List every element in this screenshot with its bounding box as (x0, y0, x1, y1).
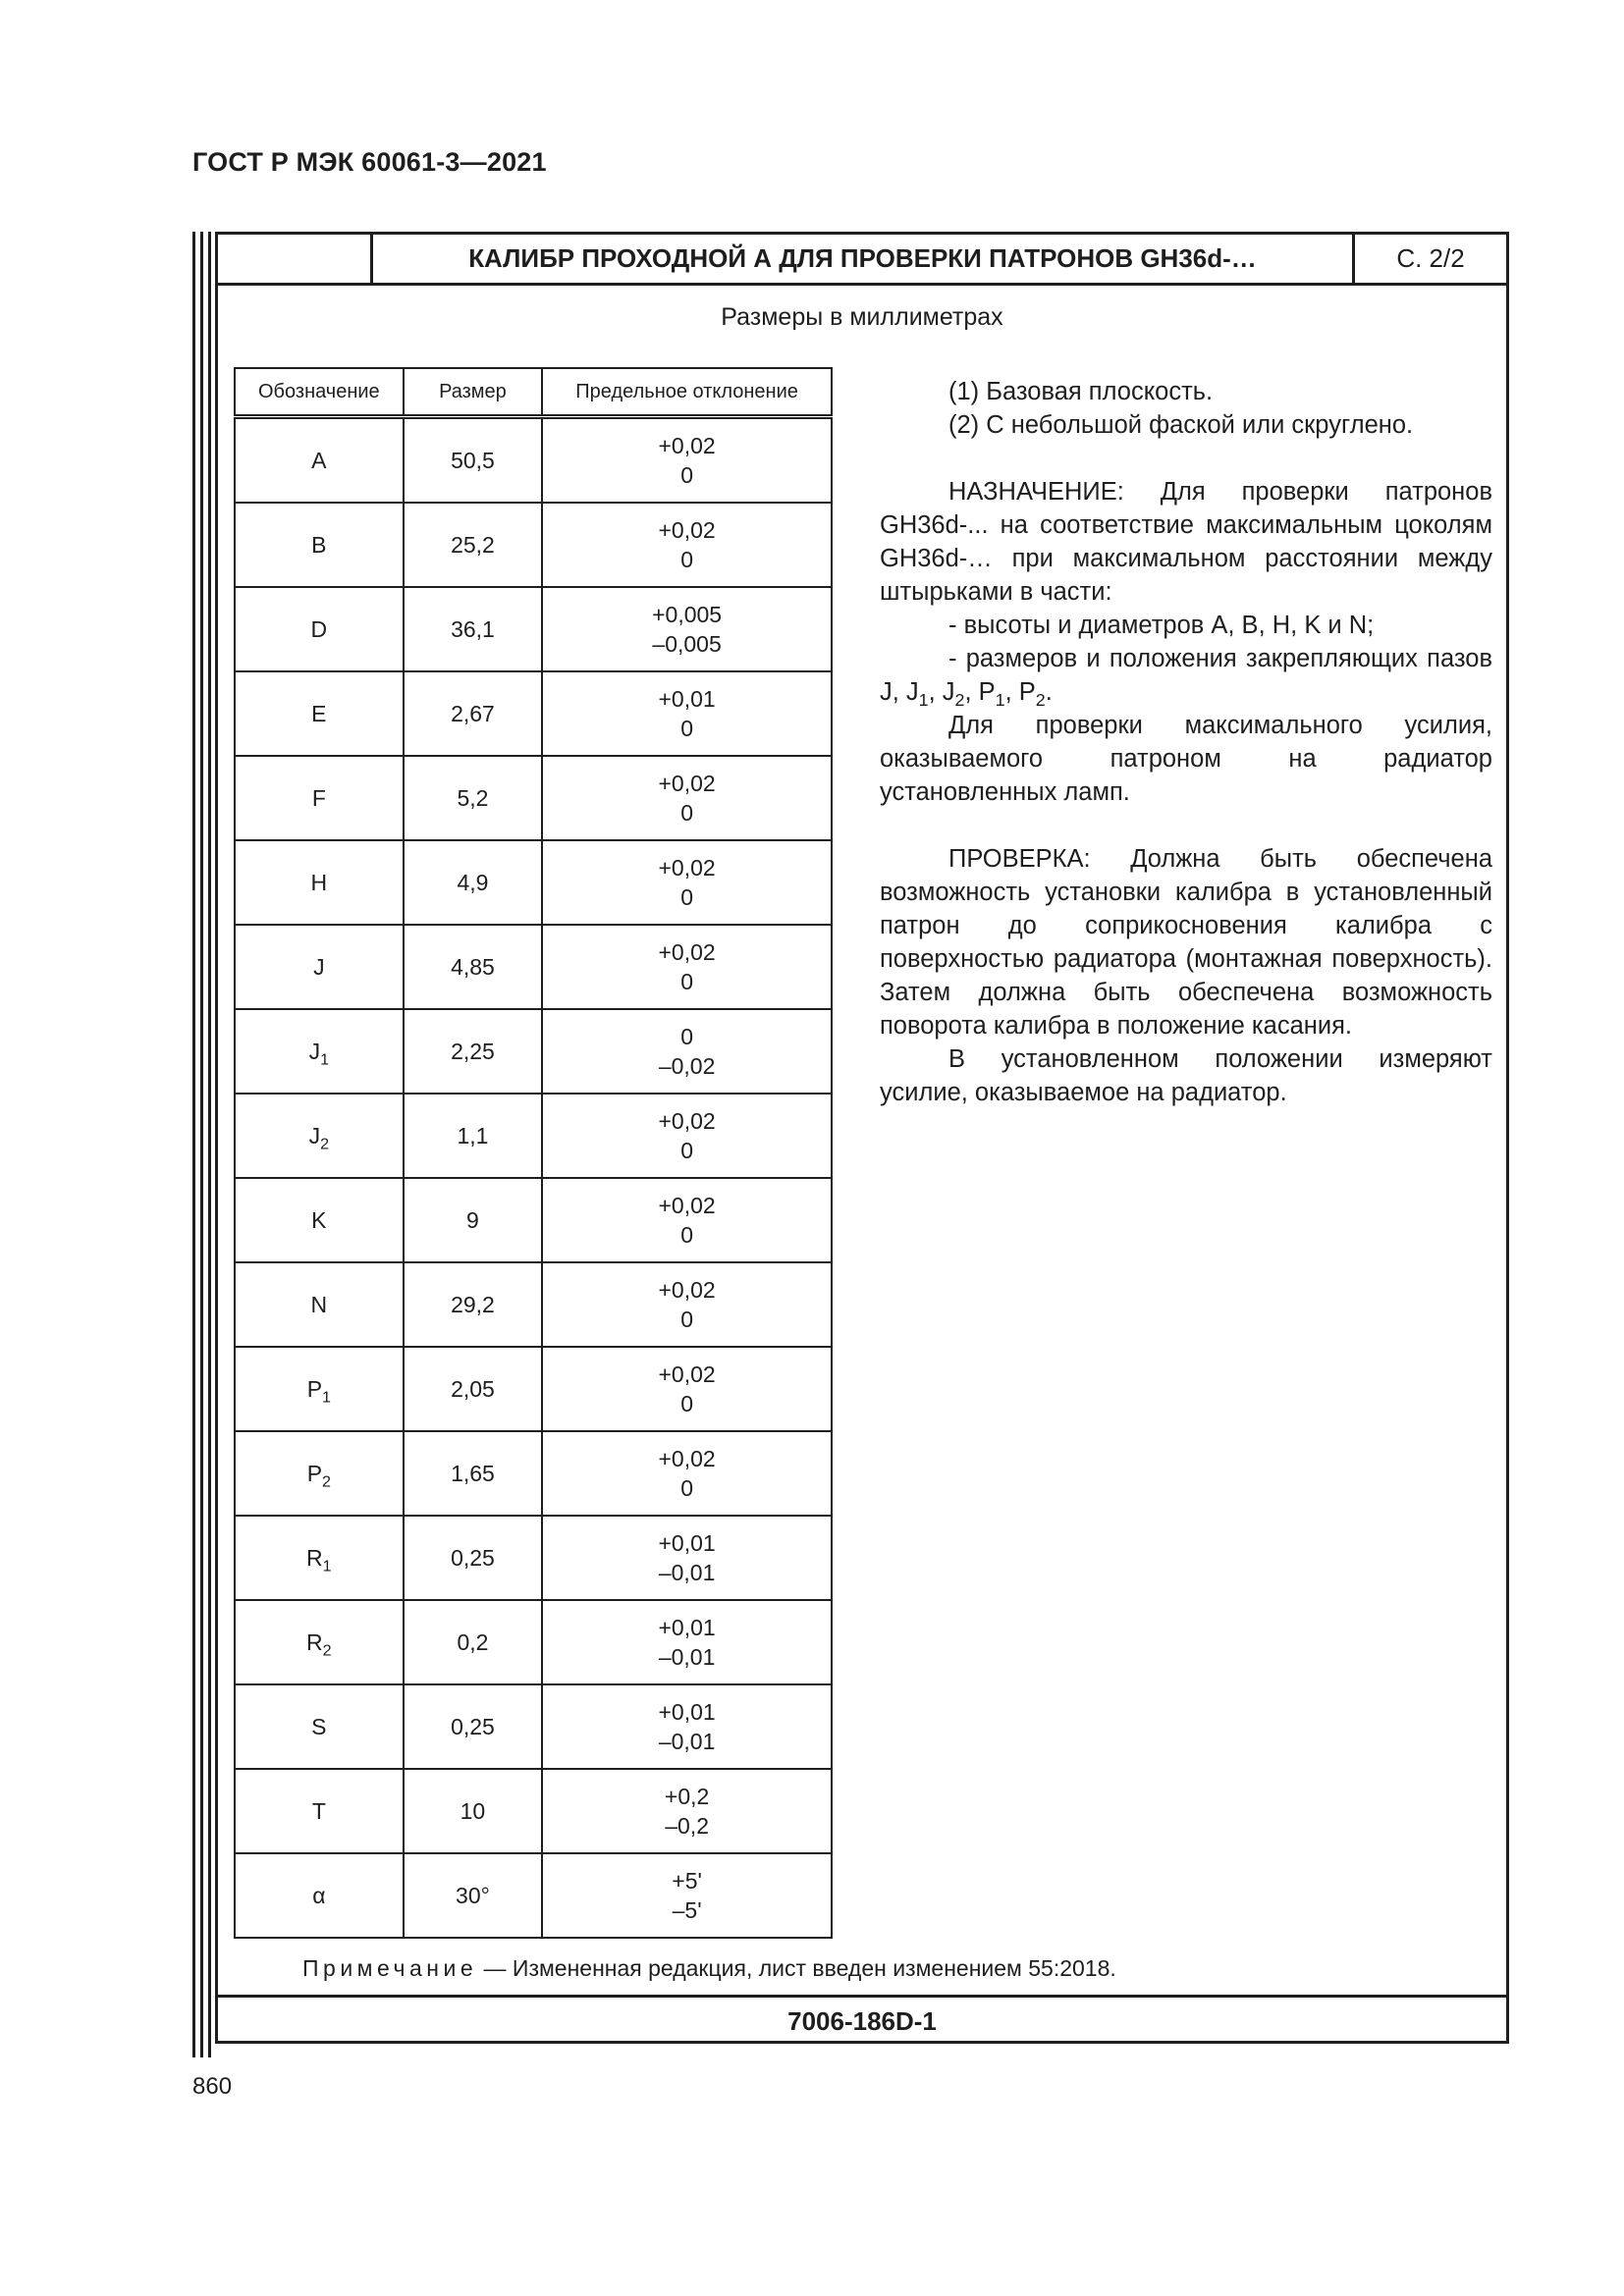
table-row (235, 925, 832, 1009)
upper-deviation: +0,02 (658, 771, 716, 796)
size-cell: 0,25 (404, 1684, 543, 1769)
table-row (235, 840, 832, 925)
upper-deviation: +0,01 (658, 1615, 716, 1640)
size-cell: 29,2 (404, 1262, 543, 1347)
description-text (880, 375, 1492, 1109)
deviation-cell (542, 1431, 832, 1516)
lower-deviation: –0,01 (658, 1560, 716, 1585)
lower-deviation: –0,01 (658, 1729, 716, 1754)
table-row (235, 1347, 832, 1431)
lower-deviation: 0 (680, 547, 693, 572)
size-cell: 2,67 (404, 671, 543, 756)
upper-deviation: +0,02 (658, 1362, 716, 1387)
table-row (235, 1600, 832, 1684)
size-cell: 0,2 (404, 1600, 543, 1684)
deviation-cell (542, 925, 832, 1009)
symbol-cell: H (235, 840, 404, 925)
table-row (235, 1769, 832, 1853)
force-paragraph: Для проверки максимального усилия, оказываемого патроном на радиатор установленных ламп. (880, 712, 1492, 806)
upper-deviation: +0,2 (664, 1784, 710, 1809)
lower-deviation: 0 (680, 884, 693, 910)
deviation-cell (542, 671, 832, 756)
table-row (235, 503, 832, 587)
symbol-cell: $P_2$ (235, 1431, 404, 1516)
size-cell: 36,1 (404, 587, 543, 671)
dimensions-table (234, 367, 833, 1939)
deviation-cell (542, 1009, 832, 1094)
table-row (235, 1684, 832, 1769)
table-row (235, 1009, 832, 1094)
symbol-cell: $J_2$ (235, 1094, 404, 1178)
size-cell: 50,5 (404, 417, 543, 504)
size-cell: 9 (404, 1178, 543, 1262)
lower-deviation: –0,02 (658, 1053, 716, 1079)
table-row (235, 1431, 832, 1516)
measure-paragraph: В установленном положении измеряют усилие, оказываемое на радиатор. (880, 1045, 1492, 1106)
size-cell: 25,2 (404, 503, 543, 587)
deviation-cell (542, 1769, 832, 1853)
deviation-cell (542, 587, 832, 671)
deviation-cell (542, 1347, 832, 1431)
table-row (235, 1178, 832, 1262)
lower-deviation: 0 (680, 1307, 693, 1332)
symbol-cell: K (235, 1178, 404, 1262)
sheet-page: С. 2/2 (1396, 243, 1465, 273)
deviation-cell (542, 1516, 832, 1600)
document-header: ГОСТ Р МЭК 60061-3—2021 (192, 147, 547, 177)
page-number: 860 (192, 2073, 233, 2100)
table-row (235, 671, 832, 756)
margin-rule (208, 232, 211, 2057)
note-label: Примечание (302, 1955, 478, 1981)
upper-deviation: +0,02 (658, 1108, 716, 1134)
column-header-symbol: Обозначение (235, 368, 404, 417)
lower-deviation: 0 (680, 716, 693, 741)
table-row (235, 756, 832, 840)
upper-deviation: +0,02 (658, 433, 716, 458)
table-row (235, 1516, 832, 1600)
lower-deviation: –0,2 (665, 1813, 709, 1839)
column-header-deviation: Предельное отклонение (542, 368, 832, 417)
deviation-cell (542, 756, 832, 840)
table-row (235, 1094, 832, 1178)
sheet-frame (215, 232, 1509, 2044)
upper-deviation: +0,01 (658, 1699, 716, 1725)
note-body: — Измененная редакция, лист введен изменением 55:2018. (477, 1955, 1116, 1981)
purpose-item-1: - высоты и диаметров A, B, H, K и N; (948, 612, 1375, 639)
deviation-cell (542, 1684, 832, 1769)
upper-deviation: +0,01 (658, 1530, 716, 1556)
legend-note-2: (2) С небольшой фаской или скруглено. (948, 411, 1414, 439)
deviation-cell (542, 1094, 832, 1178)
deviation-cell (542, 1178, 832, 1262)
lower-deviation: 0 (680, 1391, 693, 1416)
symbol-cell: S (235, 1684, 404, 1769)
upper-deviation: +0,01 (658, 686, 716, 712)
upper-deviation: +0,02 (658, 1193, 716, 1218)
lower-deviation: 0 (680, 969, 693, 994)
upper-deviation: +0,02 (658, 855, 716, 881)
upper-deviation: +5' (672, 1868, 702, 1894)
size-cell: 30° (404, 1853, 543, 1938)
size-cell: 1,65 (404, 1431, 543, 1516)
deviation-cell (542, 1262, 832, 1347)
sheet-code: 7006-186D-1 (218, 1995, 1506, 2041)
symbol-cell: A (235, 417, 404, 504)
upper-deviation: +0,02 (658, 1446, 716, 1471)
legend-note-1: (1) Базовая плоскость. (948, 378, 1214, 405)
table-row (235, 1853, 832, 1938)
size-cell: 5,2 (404, 756, 543, 840)
lower-deviation: 0 (680, 800, 693, 826)
size-cell: 10 (404, 1769, 543, 1853)
upper-deviation: +0,005 (652, 602, 723, 627)
symbol-cell: D (235, 587, 404, 671)
symbol-cell: J (235, 925, 404, 1009)
symbol-cell: α (235, 1853, 404, 1938)
lower-deviation: 0 (680, 1475, 693, 1501)
lower-deviation: 0 (680, 462, 693, 488)
sheet-title: КАЛИБР ПРОХОДНОЙ А ДЛЯ ПРОВЕРКИ ПАТРОНОВ GH36d-… (373, 235, 1355, 283)
symbol-cell: E (235, 671, 404, 756)
column-header-size: Размер (404, 368, 543, 417)
deviation-cell (542, 1853, 832, 1938)
size-cell: 2,05 (404, 1347, 543, 1431)
table-row (235, 587, 832, 671)
upper-deviation: +0,02 (658, 1277, 716, 1303)
note (302, 1955, 1116, 1982)
deviation-cell (542, 503, 832, 587)
title-blank-cell (218, 235, 373, 283)
size-cell: 4,9 (404, 840, 543, 925)
units-caption: Размеры в миллиметрах (721, 303, 1003, 331)
check-paragraph: ПРОВЕРКА: Должна быть обеспечена возможность установки калибра в установленный патрон до соприкосновения калибра с поверхностью радиатора (монтажная поверхность). Затем должна быть обеспечена возможность поворота калибра в положение касания. (880, 845, 1492, 1040)
table-body (235, 417, 832, 1939)
symbol-cell: $P_1$ (235, 1347, 404, 1431)
upper-deviation: +0,02 (658, 939, 716, 965)
deviation-cell (542, 417, 832, 504)
purpose-item-2: - размеров и положения закрепляющих пазов J, $J_1$, $J_2$, $P_1$, $P_2$. (880, 645, 1492, 711)
lower-deviation: –0,005 (652, 631, 722, 657)
symbol-cell: B (235, 503, 404, 587)
margin-rule (200, 232, 203, 2057)
symbol-cell: T (235, 1769, 404, 1853)
deviation-cell (542, 1600, 832, 1684)
lower-deviation: –0,01 (658, 1644, 716, 1670)
margin-rule (192, 232, 195, 2057)
symbol-cell: $R_2$ (235, 1600, 404, 1684)
purpose-paragraph: НАЗНАЧЕНИЕ: Для проверки патронов GH36d-... на соответствие максимальным цоколям GH36d-… при максимальном расстоянии между штырьками в части: (880, 478, 1492, 606)
upper-deviation: 0 (680, 1024, 693, 1049)
size-cell: 4,85 (404, 925, 543, 1009)
size-cell: 2,25 (404, 1009, 543, 1094)
symbol-cell: $R_1$ (235, 1516, 404, 1600)
symbol-cell: F (235, 756, 404, 840)
title-row (218, 235, 1506, 286)
lower-deviation: 0 (680, 1138, 693, 1163)
table-row (235, 417, 832, 504)
lower-deviation: 0 (680, 1222, 693, 1248)
upper-deviation: +0,02 (658, 517, 716, 543)
lower-deviation: –5' (672, 1897, 702, 1923)
size-cell: 0,25 (404, 1516, 543, 1600)
symbol-cell: $J_1$ (235, 1009, 404, 1094)
size-cell: 1,1 (404, 1094, 543, 1178)
table-row (235, 1262, 832, 1347)
symbol-cell: N (235, 1262, 404, 1347)
table-header-row (235, 368, 832, 417)
deviation-cell (542, 840, 832, 925)
